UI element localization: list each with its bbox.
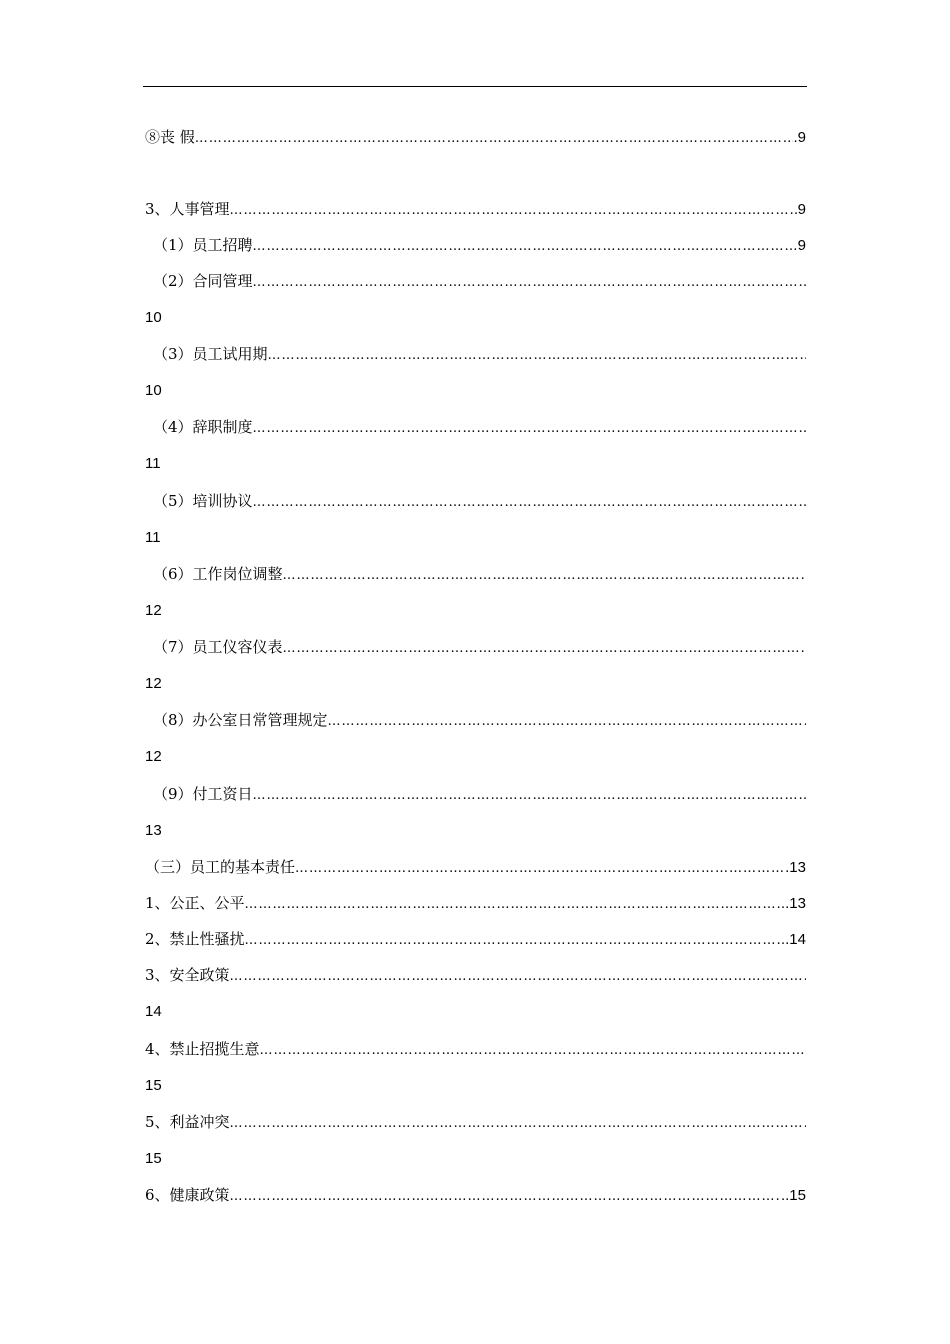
toc-leader-dots: [230, 200, 798, 222]
toc-leader-dots: [245, 930, 786, 952]
toc-leader-dots: [253, 785, 806, 807]
toc-entry: [145, 234, 806, 256]
toc-entry-label: （5）培训协议: [153, 492, 253, 510]
toc-entry-label: 1、公正、公平: [145, 894, 245, 912]
toc-entry-label: （7）员工仪容仪表: [153, 638, 283, 656]
toc-entry: [145, 964, 806, 986]
toc-entry-page: 9: [797, 201, 806, 218]
toc-wrapped-page-number: 11: [145, 455, 161, 472]
toc-entry: [145, 783, 806, 805]
toc-entry-label: （4）辞职制度: [153, 418, 253, 436]
toc-wrapped-page-number: 14: [145, 1003, 162, 1020]
toc-leader-dots: [230, 1113, 806, 1135]
toc-entry-page: .14: [785, 931, 806, 948]
toc-leader-dots: [245, 894, 786, 916]
toc-entry: [145, 1038, 806, 1060]
toc-leader-dots: [268, 345, 806, 367]
header-rule: [143, 86, 807, 87]
toc-leader-dots: [295, 858, 785, 880]
toc-leader-dots: [253, 418, 806, 440]
toc-leader-dots: [283, 565, 806, 587]
toc-wrapped-page-number: 12: [145, 675, 162, 692]
toc-leader-dots: [195, 128, 794, 150]
toc-entry-page: .9: [793, 129, 806, 146]
toc-entry-label: 3、人事管理: [145, 200, 230, 218]
toc-leader-dots: [253, 272, 806, 294]
toc-entry: [145, 270, 806, 292]
toc-leader-dots: [230, 1186, 781, 1208]
toc-entry: [145, 490, 806, 512]
toc-wrapped-page-number: 12: [145, 748, 162, 765]
toc-entry: [145, 1184, 806, 1206]
toc-wrapped-page-number: 12: [145, 602, 162, 619]
toc-entry-label: 4、禁止招揽生意: [145, 1040, 260, 1058]
toc-leader-dots: [253, 236, 798, 258]
toc-entry-page: .13: [785, 895, 806, 912]
toc-leader-dots: [328, 711, 806, 733]
toc-entry: [145, 343, 806, 365]
toc-entry-label: （2）合同管理: [153, 272, 253, 290]
toc-entry: [145, 416, 806, 438]
toc-entry-label: ⑧丧 假: [145, 128, 195, 146]
toc-wrapped-page-number: 13: [145, 822, 162, 839]
toc-leader-dots: [230, 966, 806, 988]
toc-entry: [145, 636, 806, 658]
toc-leader-dots: [253, 492, 806, 514]
toc-entry-label: （三）员工的基本责任: [145, 858, 296, 876]
toc-leader-dots: [283, 638, 806, 660]
toc-entry-label: 6、健康政策: [145, 1186, 230, 1204]
toc-entry-label: 5、利益冲突: [145, 1113, 230, 1131]
toc-entry: [145, 856, 806, 878]
toc-entry: [145, 126, 806, 148]
toc-entry-label: （1）员工招聘: [153, 236, 253, 254]
toc-wrapped-page-number: 15: [145, 1077, 162, 1094]
toc-entry: [145, 928, 806, 950]
toc-entry-label: （6）工作岗位调整: [153, 565, 283, 583]
toc-leader-dots: [260, 1040, 806, 1062]
toc-entry-label: 3、安全政策: [145, 966, 230, 984]
toc-entry-page: .13: [785, 859, 806, 876]
toc-entry-page: 9: [797, 237, 806, 254]
toc-wrapped-page-number: 11: [145, 529, 161, 546]
toc-entry-label: （3）员工试用期: [153, 345, 268, 363]
toc-entry-label: （9）付工资日: [153, 785, 253, 803]
toc-entry: [145, 892, 806, 914]
toc-entry: [145, 1111, 806, 1133]
toc-wrapped-page-number: 10: [145, 309, 162, 326]
toc-entry: [145, 563, 806, 585]
toc-entry-page: ..15: [780, 1187, 806, 1204]
toc-entry: [145, 709, 806, 731]
toc-wrapped-page-number: 15: [145, 1150, 162, 1167]
toc-wrapped-page-number: 10: [145, 382, 162, 399]
toc-entry: [145, 198, 806, 220]
toc-entry-label: （8）办公室日常管理规定: [153, 711, 328, 729]
toc-entry-label: 2、禁止性骚扰: [145, 930, 245, 948]
